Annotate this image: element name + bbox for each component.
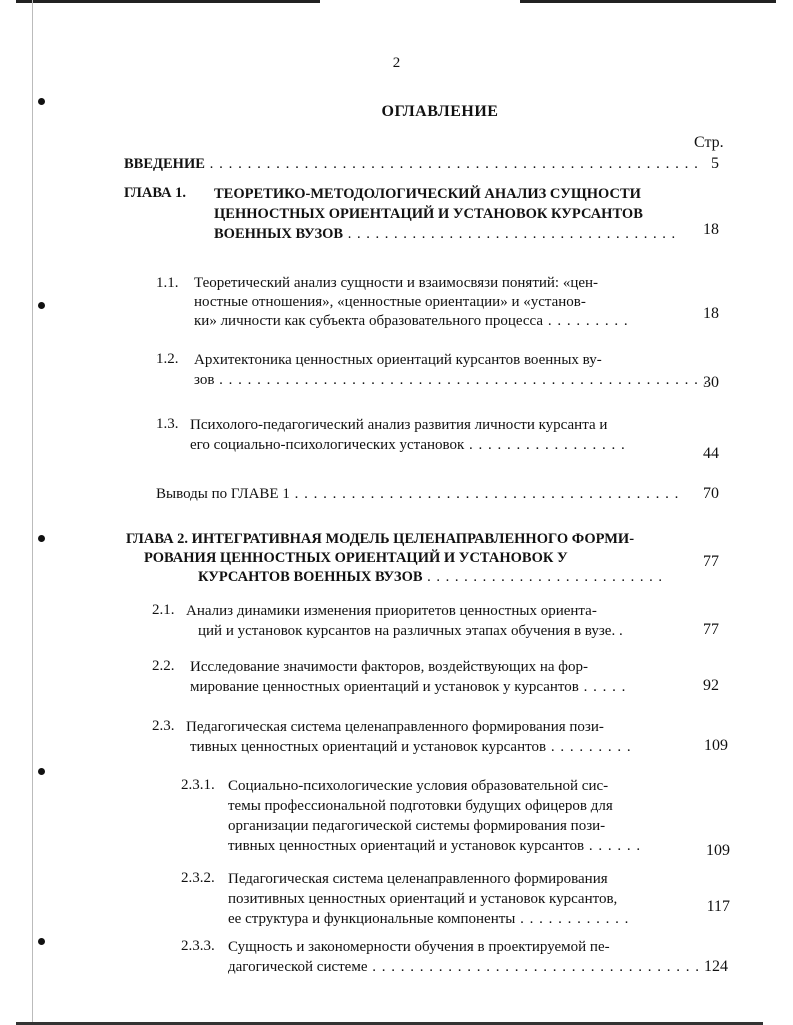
entry-line: ки» личности как субъекта образовательного процесса xyxy=(194,313,544,329)
entry-line: тивных ценностных ориентаций и установок курсантов xyxy=(228,838,585,854)
entry-title: Выводы по ГЛАВЕ 1 xyxy=(156,486,290,502)
entry-line: ВОЕННЫХ ВУЗОВ xyxy=(214,226,344,242)
chapter-1-prefix: ГЛАВА 1. xyxy=(124,185,187,201)
entry-page: 18 xyxy=(703,305,719,322)
entry-line: мирование ценностных ориентаций и установок у курсантов xyxy=(190,679,579,695)
section-number: 2.2. xyxy=(152,658,175,674)
entry-line: Педагогическая система целенаправленного формирования xyxy=(228,871,608,887)
toc-entry-2-3-3: Сущность и закономерности обучения в проектируемой пе- дагогической системе . . . . . . . . . . . . . . . . . . . . . . . . . . . . . . . . . . . xyxy=(228,939,700,975)
entry-title: ВВЕДЕНИЕ xyxy=(124,156,205,172)
toc-entry-2-1 xyxy=(186,601,691,641)
entry-line: его социально-психологических установок xyxy=(190,437,465,453)
toc-entry-1-3: Психолого-педагогический анализ развития личности курсанта и его социально-психологических установок . . . . . . . . . . . . . . . . . xyxy=(190,415,690,455)
entry-line: дагогической системе xyxy=(228,959,368,975)
entry-line: темы профессиональной подготовки будущих офицеров для xyxy=(228,798,613,814)
entry-line: РОВАНИЯ ЦЕННОСТНЫХ ОРИЕНТАЦИЙ И УСТАНОВОК У xyxy=(144,550,568,566)
entry-page: 44 xyxy=(703,445,719,462)
entry-line: Сущность и закономерности обучения в проектируемой пе- xyxy=(228,939,610,955)
entry-line: ГЛАВА 2. ИНТЕГРАТИВНАЯ МОДЕЛЬ ЦЕЛЕНАПРАВЛЕННОГО ФОРМИ- xyxy=(126,531,635,547)
section-number: 1.3. xyxy=(156,416,179,432)
section-number: 2.1. xyxy=(152,602,175,618)
entry-line: зов xyxy=(194,372,215,388)
entry-line: ций и установок курсантов на различных этапах обучения в вузе. . xyxy=(198,623,623,639)
toc-entry-chapter-1: ТЕОРЕТИКО-МЕТОДОЛОГИЧЕСКИЙ АНАЛИЗ СУЩНОСТИ ЦЕННОСТНЫХ ОРИЕНТАЦИЙ И УСТАНОВОК КУРСАНТОВ ВОЕННЫХ ВУЗОВ . . . . . . . . . . . . . . . . . . . . . . . . . . . . . . . . . . . . xyxy=(214,184,689,244)
toc-entry-1-1: Теоретический анализ сущности и взаимосвязи понятий: «цен- ностные отношения», «ценностные ориентации» и «установ- ки» личности как субъекта образовательного процесса . . . . . . . . . xyxy=(194,274,689,331)
section-number: 1.2. xyxy=(156,351,179,367)
section-number: 2.3.2. xyxy=(181,870,215,886)
entry-page: 92 xyxy=(703,677,719,694)
entry-line: ЦЕННОСТНЫХ ОРИЕНТАЦИЙ И УСТАНОВОК КУРСАНТОВ xyxy=(214,206,643,222)
entry-line: Анализ динамики изменения приоритетов ценностных ориента- xyxy=(186,603,597,619)
entry-line: Социально-психологические условия образовательной сис- xyxy=(228,778,609,794)
entry-line: Архитектоника ценностных ориентаций курсантов военных ву- xyxy=(194,352,602,368)
binding-hole-mark xyxy=(38,938,45,945)
entry-line: ее структура и функциональные компоненты xyxy=(228,911,516,927)
entry-page: 109 xyxy=(706,842,730,859)
toc-entry-2-3-2: Педагогическая система целенаправленного формирования позитивных ценностных ориентаций и установок курсантов, ее структура и функциональные компоненты . . . . . . . . . . . . xyxy=(228,869,690,929)
entry-line: Педагогическая система целенаправленного формирования пози- xyxy=(186,719,604,735)
entry-page: 109 xyxy=(704,737,728,754)
entry-page: 77 xyxy=(703,553,719,570)
scan-edge-left xyxy=(32,0,33,1025)
page-number: 2 xyxy=(392,55,401,71)
toc-entry-intro: ВВЕДЕНИЕ . . . . . . . . . . . . . . . . . . . . . . . . . . . . . . . . . . . . . . . . . . . . . . . . . . . . xyxy=(124,156,699,172)
entry-line: Теоретический анализ сущности и взаимосвязи понятий: «цен- xyxy=(194,275,599,291)
entry-line: Исследование значимости факторов, воздействующих на фор- xyxy=(190,659,588,675)
entry-page: 5 xyxy=(711,155,719,172)
section-number: 2.3. xyxy=(152,718,175,734)
entry-page: 117 xyxy=(706,898,730,915)
toc-heading: ОГЛАВЛЕНИЕ xyxy=(381,103,499,120)
section-number: 1.1. xyxy=(156,275,179,291)
entry-line: ТЕОРЕТИКО-МЕТОДОЛОГИЧЕСКИЙ АНАЛИЗ СУЩНОСТИ xyxy=(214,186,641,202)
entry-page: 70 xyxy=(703,485,719,502)
entry-line: ностные отношения», «ценностные ориентации» и «установ- xyxy=(194,294,586,310)
toc-entry-2-2: Исследование значимости факторов, воздействующих на фор- мирование ценностных ориентаций и установок у курсантов . . . . . xyxy=(190,657,690,697)
toc-entry-2-3: Педагогическая система целенаправленного формирования пози- тивных ценностных ориентаций и установок курсантов . . . . . . . . . xyxy=(186,717,691,757)
entry-page: 30 xyxy=(703,374,719,391)
page-column-label: Стр. xyxy=(694,134,724,151)
entry-line: организации педагогической системы формирования пози- xyxy=(228,818,606,834)
toc-entry-conclusions-1: Выводы по ГЛАВЕ 1 . . . . . . . . . . . . . . . . . . . . . . . . . . . . . . . . . . . . . . . . . xyxy=(156,486,680,502)
binding-hole-mark xyxy=(38,535,45,542)
scan-edge-gap xyxy=(320,0,520,3)
entry-page: 18 xyxy=(703,221,719,238)
entry-page: 77 xyxy=(703,621,719,638)
section-number: 2.3.1. xyxy=(181,777,215,793)
toc-entry-chapter-2: ГЛАВА 2. ИНТЕГРАТИВНАЯ МОДЕЛЬ ЦЕЛЕНАПРАВЛЕННОГО ФОРМИ- РОВАНИЯ ЦЕННОСТНЫХ ОРИЕНТАЦИЙ И УСТАНОВОК У КУРСАНТОВ ВОЕННЫХ ВУЗОВ . . . . . . . . . . . . . . . . . . . . . . . . . . xyxy=(126,530,691,587)
entry-page: 124 xyxy=(704,958,728,975)
entry-line: КУРСАНТОВ ВОЕННЫХ ВУЗОВ xyxy=(198,569,423,585)
entry-line: позитивных ценностных ориентаций и установок курсантов, xyxy=(228,891,618,907)
section-number: 2.3.3. xyxy=(181,938,215,954)
binding-hole-mark xyxy=(38,302,45,309)
entry-line: Психолого-педагогический анализ развития личности курсанта и xyxy=(190,417,608,433)
binding-hole-mark xyxy=(38,768,45,775)
toc-entry-2-3-1: Социально-психологические условия образовательной сис- темы профессиональной подготовки будущих офицеров для организации педагогической системы формирования пози- тивных ценностных ориентаций и установок курсантов . . . . . . xyxy=(228,776,690,856)
toc-entry-1-2: Архитектоника ценностных ориентаций курсантов военных ву- зов . . . . . . . . . . . . . . . . . . . . . . . . . . . . . . . . . . . . . . . . . . . . . . . . . . . . xyxy=(194,352,709,388)
entry-line: тивных ценностных ориентаций и установок курсантов xyxy=(190,739,547,755)
